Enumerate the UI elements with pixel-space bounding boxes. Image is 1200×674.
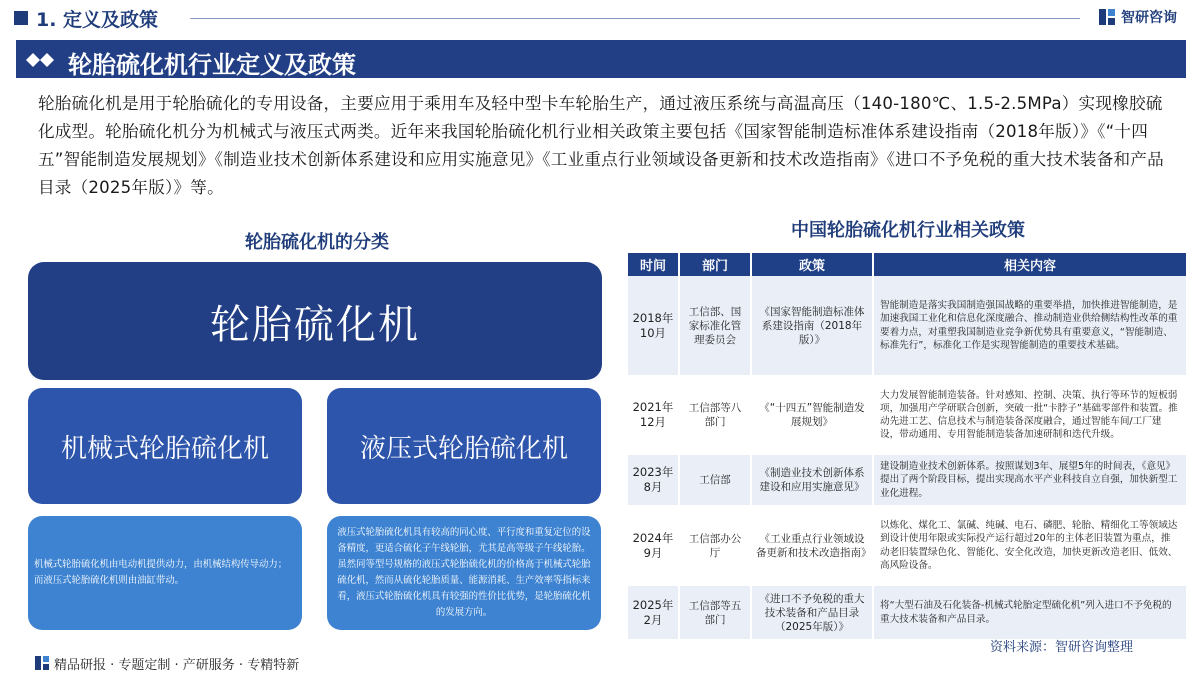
row-dept: 工信部等八部门 xyxy=(680,378,752,455)
row-time: 2024年9月 xyxy=(628,508,680,586)
classification-root-box xyxy=(28,262,602,380)
row-content: 将“大型石油及石化装备-机械式轮胎定型硫化机”列入进口不予免税的重大技术装备和产品目录。 xyxy=(874,586,1186,642)
footer-tagline: 精品研报 · 专题定制 · 产研服务 · 专精特新 xyxy=(54,658,300,673)
row-policy: 《制造业技术创新体系建设和应用实施意见》 xyxy=(752,455,874,508)
row-dept: 工信部 xyxy=(680,455,752,508)
brand-name: 智研咨询 xyxy=(1121,10,1177,26)
classification-root-label: 轮胎硫化机 xyxy=(210,301,420,348)
footer-logo-icon xyxy=(34,655,50,671)
policy-table xyxy=(628,253,1186,642)
row-time: 2023年8月 xyxy=(628,455,680,508)
hydraulic-type-label: 液压式轮胎硫化机 xyxy=(359,433,568,464)
row-time: 2018年10月 xyxy=(628,276,680,378)
column-header-time: 时间 xyxy=(628,253,680,276)
hydraulic-desc-box xyxy=(327,516,601,630)
table-header-row xyxy=(628,253,1186,276)
column-header-policy: 政策 xyxy=(752,253,874,276)
intro-paragraph: 轮胎硫化机是用于轮胎硫化的专用设备，主要应用于乘用车及轻中型卡车轮胎生产，通过液压系统与高温高压（140-180℃、1.5-2.5MPa）实现橡胶硫化成型。轮胎硫化机分为机械式与液压式两类。近年来我国轮胎硫化机行业相关政策主要包括《国家智能制造标准体系建设指南（2018年版）》《“十四五”智能制造发展规划》《制造业技术创新体系建设和应用实施意见》《工业重点行业领域设备更新和技术改造指南》《进口不予免税的重大技术装备和产品目录（2025年版）》等。 xyxy=(38,94,1164,197)
page-title: 轮胎硫化机行业定义及政策 xyxy=(68,51,356,79)
classification-heading: 轮胎硫化机的分类 xyxy=(245,232,389,253)
row-policy: 《进口不予免税的重大技术装备和产品目录（2025年版）》 xyxy=(752,586,874,642)
brand-logo-icon xyxy=(1098,8,1116,26)
table-row xyxy=(628,455,1186,508)
top-bar xyxy=(0,0,1200,36)
section-marker-icon xyxy=(14,11,28,25)
row-dept: 工信部、国家标准化管理委员会 xyxy=(680,276,752,378)
footer xyxy=(0,652,1200,674)
column-header-dept: 部门 xyxy=(680,253,752,276)
section-divider xyxy=(190,18,1080,19)
table-row xyxy=(628,276,1186,378)
hydraulic-type-box xyxy=(327,388,601,504)
row-content: 建设制造业技术创新体系。按照谋划3年、展望5年的时间表，《意见》提出了两个阶段目标，提出实现高水平产业科技自立自强，加快新型工业化进程。 xyxy=(874,455,1186,508)
row-policy: 《“十四五”智能制造发展规划》 xyxy=(752,378,874,455)
source-note: 资料来源：智研咨询整理 xyxy=(990,640,1134,655)
mechanical-type-box xyxy=(28,388,302,504)
table-row xyxy=(628,378,1186,455)
section-title: 1. 定义及政策 xyxy=(36,9,159,31)
mechanical-desc: 机械式轮胎硫化机由电动机提供动力，由机械结构传导动力；而液压式轮胎硫化机则由油缸带动。 xyxy=(34,559,288,586)
row-dept: 工信部等五部门 xyxy=(680,586,752,642)
row-time: 2021年12月 xyxy=(628,378,680,455)
table-row xyxy=(628,586,1186,642)
row-content: 智能制造是落实我国制造强国战略的重要举措，加快推进智能制造，是加速我国工业化和信息化深度融合、推动制造业供给侧结构性改革的重要着力点，对重塑我国制造业竞争新优势具有重要意义，“智能制造、标准先行”，标准化工作是实现智能制造的重要技术基础。 xyxy=(874,276,1186,378)
hydraulic-desc: 液压式轮胎硫化机具有较高的同心度、平行度和重复定位的设备精度，更适合硫化子午线轮胎，尤其是高等级子午线轮胎。虽然同等型号规格的液压式轮胎硫化机的价格高于机械式轮胎硫化机，然而从硫化轮胎质量、能源消耗、生产效率等指标来看，液压式轮胎硫化机具有较强的性价比优势，是轮胎硫化机的发展方向。 xyxy=(337,527,591,618)
mechanical-desc-box xyxy=(28,516,302,630)
row-policy: 《国家智能制造标准体系建设指南（2018年版）》 xyxy=(752,276,874,378)
table-row xyxy=(628,508,1186,586)
row-dept: 工信部办公厅 xyxy=(680,508,752,586)
diamond-icon xyxy=(26,52,56,66)
row-content: 大力发展智能制造装备。针对感知、控制、决策、执行等环节的短板弱项，加强用产学研联合创新，突破一批“卡脖子”基础零部件和装置。推动先进工艺、信息技术与制造装备深度融合，通过智能车间/工厂建设，带动通用、专用智能制造装备加速研制和迭代升级。 xyxy=(874,378,1186,455)
row-content: 以炼化、煤化工、氯碱、纯碱、电石、磷肥、轮胎、精细化工等领域达到设计使用年限或实际投产运行超过20年的主体老旧装置为重点，推动老旧装置绿色化、智能化、安全化改造，加快更新改造老旧、低效、高风险设备。 xyxy=(874,508,1186,586)
row-time: 2025年2月 xyxy=(628,586,680,642)
brand xyxy=(1098,6,1177,28)
row-policy: 《工业重点行业领域设备更新和技术改造指南》 xyxy=(752,508,874,586)
title-banner xyxy=(16,40,1186,78)
mechanical-type-label: 机械式轮胎硫化机 xyxy=(60,433,269,464)
policy-heading: 中国轮胎硫化机行业相关政策 xyxy=(791,220,1025,241)
column-header-content: 相关内容 xyxy=(874,253,1186,276)
